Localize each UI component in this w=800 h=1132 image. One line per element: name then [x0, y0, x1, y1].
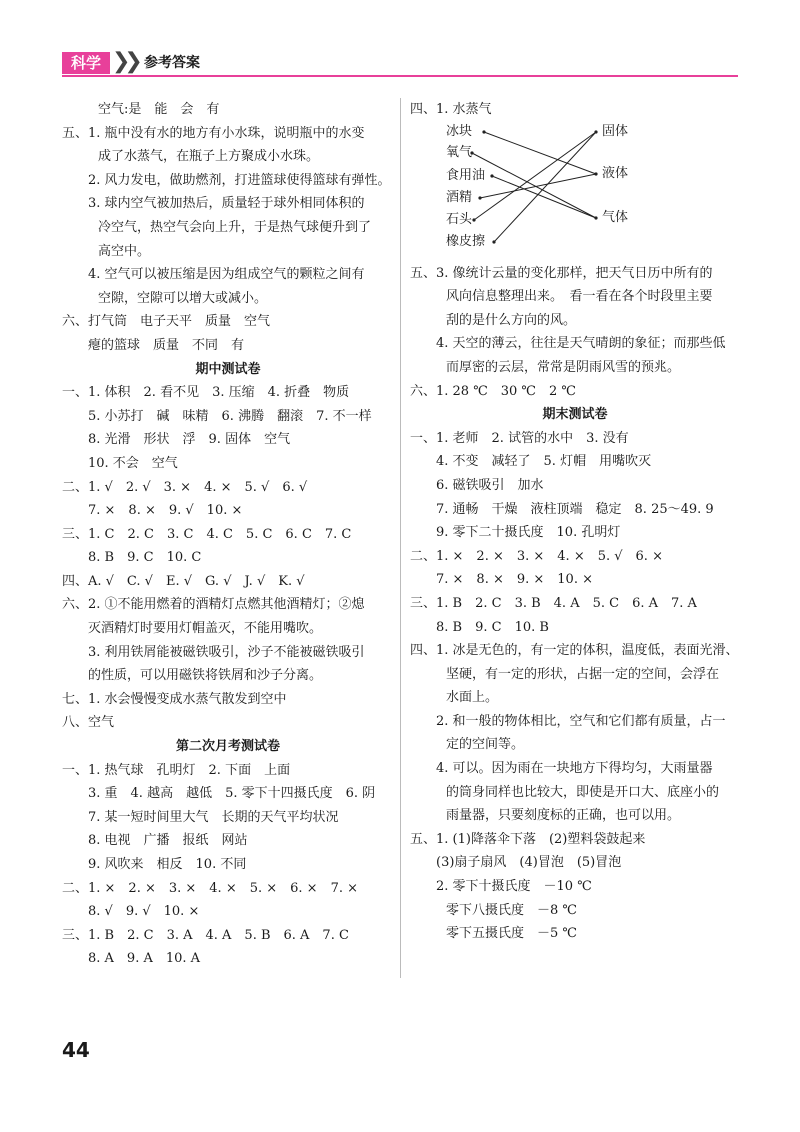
answer-line: 三、1. B 2. C 3. A 4. A 5. B 6. A 7. C	[62, 927, 349, 943]
answer-line: 的性质，可以用磁铁将铁屑和沙子分离。	[88, 668, 323, 684]
answer-line: 七、1. 水会慢慢变成水蒸气散发到空中	[62, 691, 287, 707]
answer-line: 5. 小苏打 碱 味精 6. 沸腾 翻滚 7. 不一样	[88, 408, 372, 424]
page-header	[62, 50, 738, 76]
match-right-item: 固体	[602, 123, 629, 139]
answer-line: 五、1. (1)降落伞下落 (2)塑料袋鼓起来	[410, 831, 646, 847]
answer-line: 7. × 8. × 9. × 10. ×	[436, 572, 593, 588]
answer-line: 8. 光滑 形状 浮 9. 固体 空气	[88, 432, 291, 448]
answer-line: 坚硬，有一定的形状，占据一定的空间，会浮在	[446, 666, 720, 682]
answer-line: 二、1. √ 2. √ 3. × 4. × 5. √ 6. √	[62, 479, 308, 495]
match-line	[494, 132, 596, 242]
answer-line: 2. 零下十摄氏度 －10 ℃	[436, 879, 592, 895]
answer-line: 的筒身同样也比较大，即使是开口大、底座小的	[446, 784, 720, 800]
answer-line: 灭酒精灯时要用灯帽盖灭，不能用嘴吹。	[88, 621, 323, 637]
match-left-item: 食用油	[446, 167, 486, 183]
answer-line: 风向信息整理出来。 看一看在各个时段里主要	[446, 289, 713, 305]
answer-line: 3. 球内空气被加热后，质量轻于球外相同体积的	[88, 196, 365, 212]
answer-line: 空气:是 能 会 有	[98, 102, 220, 117]
answer-line: 二、1. × 2. × 3. × 4. × 5. √ 6. ×	[410, 548, 663, 564]
match-dot	[482, 130, 485, 133]
answer-line: 四、1. 冰是无色的，有一定的体积，温度低，表面光滑、	[410, 643, 739, 659]
answer-line: 水面上。	[446, 690, 499, 706]
answer-line: 定的空间等。	[446, 737, 525, 753]
answer-line: 7. 通畅 干燥 液柱顶端 稳定 8. 25～49. 9	[436, 501, 714, 517]
answer-line: 空隙，空隙可以增大或减小。	[98, 290, 268, 306]
answer-line: 一、1. 体积 2. 看不见 3. 压缩 4. 折叠 物质	[62, 385, 350, 401]
answer-line: 4. 空气可以被压缩是因为组成空气的颗粒之间有	[88, 267, 365, 283]
answer-line: 3. 重 4. 越高 越低 5. 零下十四摄氏度 6. 阴	[88, 786, 376, 802]
answer-line: 8. A 9. A 10. A	[88, 951, 201, 967]
answer-line: 瘪的篮球 质量 不同 有	[88, 337, 245, 353]
answer-line: 四、A. √ C. √ E. √ G. √ J. √ K. √	[62, 573, 305, 589]
matching-diagram	[410, 122, 740, 262]
answer-line: 高空中。	[98, 243, 151, 259]
answer-line: 四、1. 水蒸气	[410, 102, 492, 117]
match-right-item: 气体	[602, 209, 629, 225]
match-dot	[594, 130, 597, 133]
left-column	[62, 98, 394, 971]
page-number: 44	[62, 1038, 90, 1062]
right-answers	[410, 262, 740, 946]
answer-line: 4. 可以。因为雨在一块地方下得均匀，大雨量器	[436, 761, 713, 777]
match-line	[492, 176, 596, 218]
answer-line: 8. B 9. C 10. C	[88, 550, 202, 566]
match-left-item: 酒精	[446, 189, 473, 205]
answer-line: 二、1. × 2. × 3. × 4. × 5. × 6. × 7. ×	[62, 880, 358, 896]
section-title: 第二次月考测试卷	[175, 739, 280, 755]
answer-line: 零下八摄氏度 －8 ℃	[446, 902, 577, 918]
answer-line: 9. 零下二十摄氏度 10. 孔明灯	[436, 525, 621, 541]
answer-line: 2. 和一般的物体相比，空气和它们都有质量，占一	[436, 713, 726, 729]
answer-line: 4. 天空的薄云，往往是天气晴朗的象征；而那些低	[436, 336, 726, 352]
answer-line: 六、打气筒 电子天平 质量 空气	[62, 314, 271, 330]
match-left-item: 石头	[446, 211, 473, 227]
column-divider	[400, 98, 401, 978]
double-chevron-icon: ❯❯	[112, 49, 137, 74]
subject-tag: 科学	[62, 52, 110, 74]
match-right-item: 液体	[602, 165, 629, 181]
answer-line: (3)扇子扇风 (4)冒泡 (5)冒泡	[436, 855, 622, 871]
match-dot	[594, 216, 597, 219]
answer-line: 4. 不变 减轻了 5. 灯帽 用嘴吹灭	[436, 454, 652, 470]
answer-line: 7. 某一短时间里大气 长期的天气平均状况	[88, 809, 339, 825]
answer-line: 3. 利用铁屑能被磁铁吸引，沙子不能被磁铁吸引	[88, 644, 365, 660]
answer-line: 8. √ 9. √ 10. ×	[88, 904, 200, 920]
answer-line: 雨量器，只要刻度标的正确，也可以用。	[446, 808, 681, 824]
answer-line: 6. 磁铁吸引 加水	[436, 477, 544, 493]
answer-line: 三、1. B 2. C 3. B 4. A 5. C 6. A 7. A	[410, 595, 697, 611]
answer-line: 9. 风吹来 相反 10. 不同	[88, 857, 247, 872]
answer-line: 六、1. 28 ℃ 30 ℃ 2 ℃	[410, 383, 576, 399]
answer-line: 刮的是什么方向的风。	[446, 312, 577, 328]
answer-line: 零下五摄氏度 －5 ℃	[446, 926, 577, 942]
match-left-item: 氧气	[446, 144, 473, 160]
header-rule	[62, 75, 738, 77]
answer-line: 一、1. 老师 2. 试管的水中 3. 没有	[410, 430, 629, 446]
right-column	[410, 98, 740, 946]
section-title: 期末测试卷	[542, 407, 608, 423]
match-dot	[492, 240, 495, 243]
match-dot	[472, 218, 475, 221]
answer-line: 一、1. 热气球 孔明灯 2. 下面 上面	[62, 762, 291, 778]
match-dot	[490, 174, 493, 177]
match-dot	[478, 196, 481, 199]
answer-line: 六、2. ①不能用燃着的酒精灯点燃其他酒精灯；②熄	[62, 597, 365, 613]
header-title: 参考答案	[144, 55, 200, 71]
match-dot	[594, 172, 597, 175]
answer-line: 冷空气，热空气会向上升，于是热气球便升到了	[98, 219, 372, 235]
answer-line: 成了水蒸气，在瓶子上方聚成小水珠。	[98, 149, 320, 165]
match-left-item: 冰块	[446, 123, 473, 139]
answer-line: 而厚密的云层，常常是阴雨风雪的预兆。	[446, 359, 681, 375]
answer-line: 7. × 8. × 9. √ 10. ×	[88, 503, 243, 519]
match-left-item: 橡皮擦	[446, 233, 486, 249]
answer-line: 8. B 9. C 10. B	[436, 619, 549, 635]
section-title: 期中测试卷	[195, 361, 261, 377]
answer-line: 五、3. 像统计云量的变化那样，把天气日历中所有的	[410, 265, 713, 281]
answer-line: 2. 风力发电，做助燃剂，打进篮球使得篮球有弹性。	[88, 172, 391, 188]
answer-line: 10. 不会 空气	[88, 455, 178, 471]
answer-line: 三、1. C 2. C 3. C 4. C 5. C 6. C 7. C	[62, 526, 352, 542]
answer-line: 8. 电视 广播 报纸 网站	[88, 833, 248, 849]
answer-line: 五、1. 瓶中没有水的地方有小水珠，说明瓶中的水变	[62, 125, 365, 141]
answer-line: 八、空气	[62, 715, 115, 731]
